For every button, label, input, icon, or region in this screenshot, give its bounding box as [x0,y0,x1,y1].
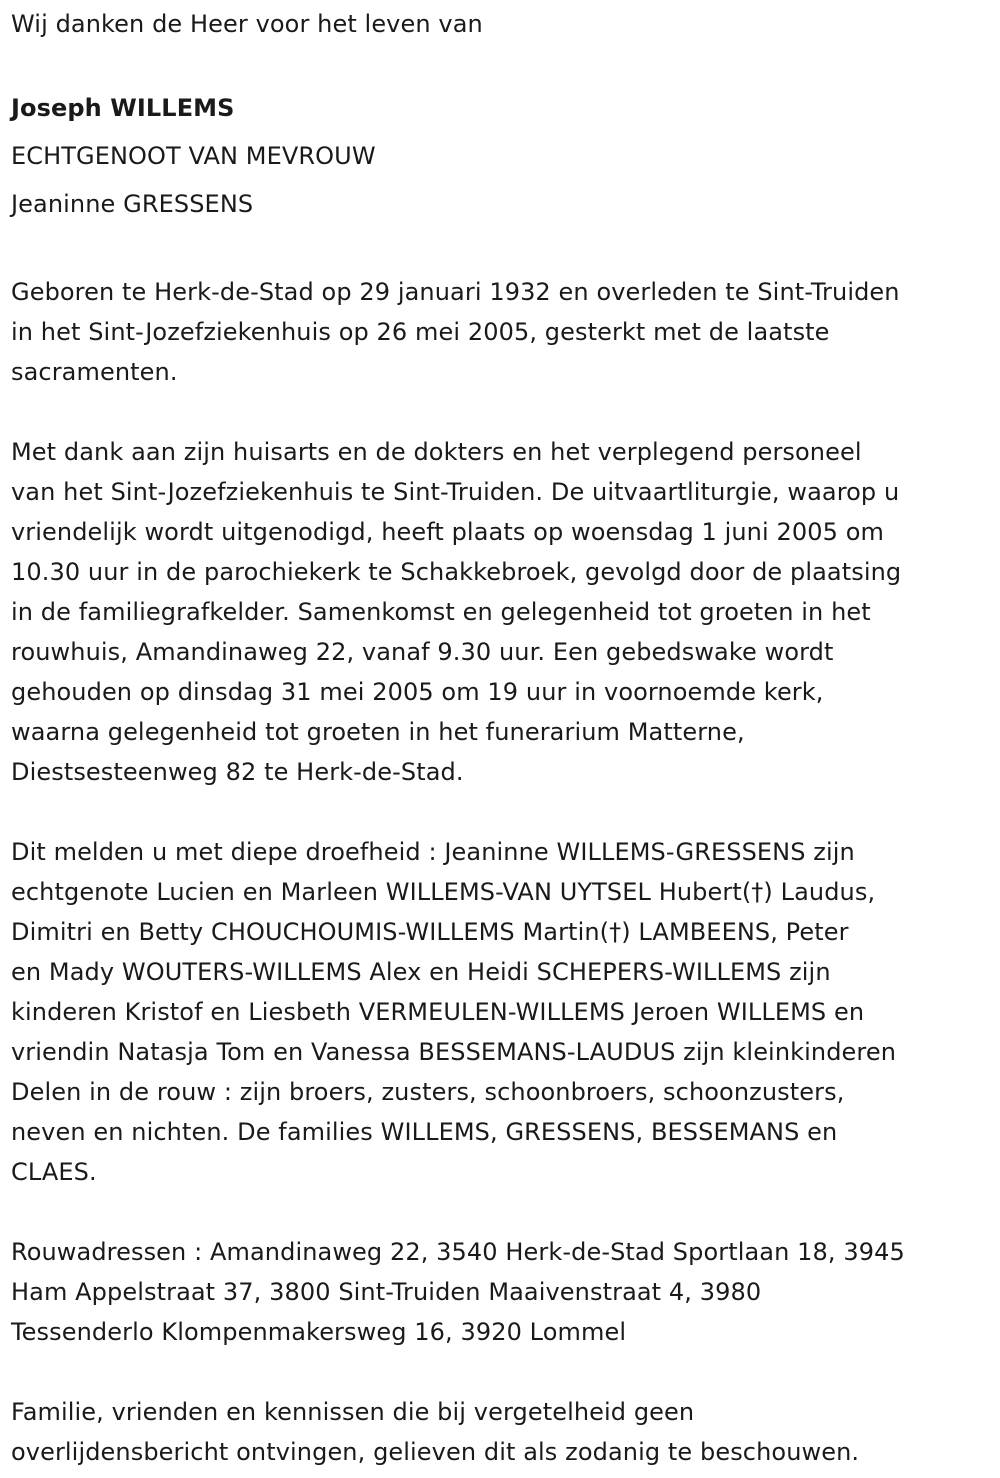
paragraph-line: Rouwadressen : Amandinaweg 22, 3540 Herk-de-Stad Sportlaan 18, 3945 [11,1238,905,1266]
paragraph-line: echtgenote Lucien en Marleen WILLEMS-VAN UYTSEL Hubert(†) Laudus, [11,878,876,906]
funeral-paragraph [11,432,993,792]
obituary-document [11,4,993,1472]
paragraph-line: Dit melden u met diepe droefheid : Jeaninne WILLEMS-GRESSENS zijn [11,838,855,866]
paragraph-line: Familie, vrienden en kennissen die bij vergetelheid geen [11,1398,695,1426]
deceased-name: Joseph WILLEMS [11,94,235,122]
paragraph-line: en Mady WOUTERS-WILLEMS Alex en Heidi SCHEPERS-WILLEMS zijn [11,958,831,986]
paragraph-line: CLAES. [11,1158,97,1186]
paragraph-line: Tessenderlo Klompenmakersweg 16, 3920 Lommel [11,1318,627,1346]
paragraph-line: waarna gelegenheid tot groeten in het funerarium Matterne, [11,718,745,746]
paragraph-line: kinderen Kristof en Liesbeth VERMEULEN-WILLEMS Jeroen WILLEMS en [11,998,865,1026]
birth-death-paragraph [11,272,993,392]
spouse-name: Jeaninne GRESSENS [11,190,254,218]
paragraph-line: Diestsesteenweg 82 te Herk-de-Stad. [11,758,464,786]
paragraph-line: overlijdensbericht ontvingen, gelieven dit als zodanig te beschouwen. [11,1438,860,1466]
paragraph-line: rouwhuis, Amandinaweg 22, vanaf 9.30 uur. Een gebedswake wordt [11,638,834,666]
paragraph-line: sacramenten. [11,358,178,386]
paragraph-line: 10.30 uur in de parochiekerk te Schakkebroek, gevolgd door de plaatsing [11,558,902,586]
relation-text: ECHTGENOOT VAN MEVROUW [11,142,376,170]
intro-text: Wij danken de Heer voor het leven van [11,10,483,38]
paragraph-line: neven en nichten. De families WILLEMS, GRESSENS, BESSEMANS en [11,1118,838,1146]
closing-paragraph [11,1392,993,1472]
paragraph-line: Geboren te Herk-de-Stad op 29 januari 1932 en overleden te Sint-Truiden [11,278,900,306]
paragraph-line: in de familiegrafkelder. Samenkomst en gelegenheid tot groeten in het [11,598,871,626]
family-paragraph [11,832,993,1192]
paragraph-line: Delen in de rouw : zijn broers, zusters, schoonbroers, schoonzusters, [11,1078,845,1106]
paragraph-line: in het Sint-Jozefziekenhuis op 26 mei 2005, gesterkt met de laatste [11,318,830,346]
paragraph-line: Ham Appelstraat 37, 3800 Sint-Truiden Maaivenstraat 4, 3980 [11,1278,762,1306]
paragraph-line: Dimitri en Betty CHOUCHOUMIS-WILLEMS Martin(†) LAMBEENS, Peter [11,918,849,946]
paragraph-line: vriendin Natasja Tom en Vanessa BESSEMANS-LAUDUS zijn kleinkinderen [11,1038,897,1066]
addresses-paragraph [11,1232,993,1352]
paragraph-line: gehouden op dinsdag 31 mei 2005 om 19 uur in voornoemde kerk, [11,678,824,706]
paragraph-line: van het Sint-Jozefziekenhuis te Sint-Truiden. De uitvaartliturgie, waarop u [11,478,900,506]
paragraph-line: vriendelijk wordt uitgenodigd, heeft plaats op woensdag 1 juni 2005 om [11,518,884,546]
paragraph-line: Met dank aan zijn huisarts en de dokters en het verplegend personeel [11,438,862,466]
